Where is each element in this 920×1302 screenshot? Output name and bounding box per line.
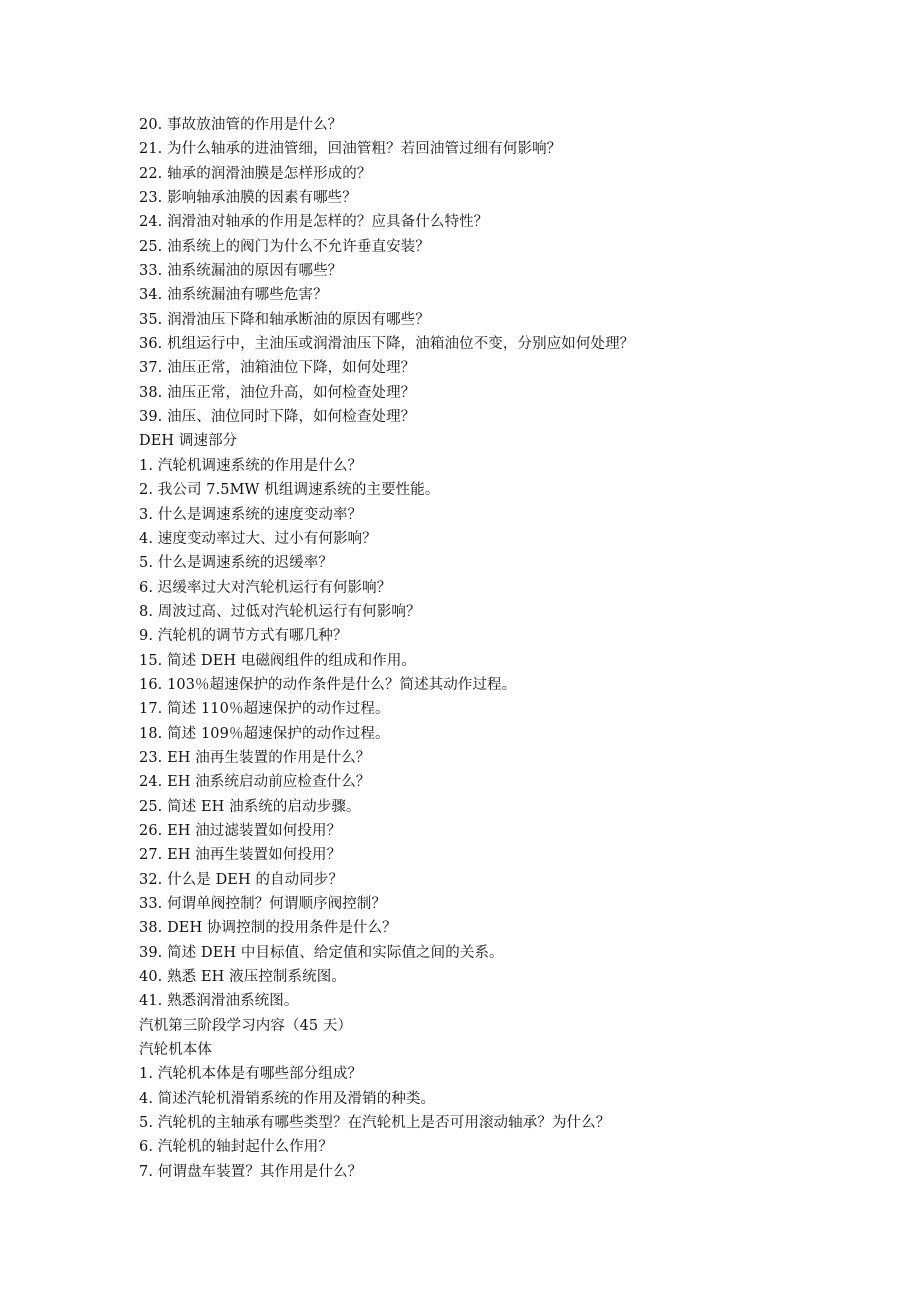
text-line: 33. 何谓单阀控制？何谓顺序阀控制？ xyxy=(139,896,387,912)
text-line: 17. 简述 110％超速保护的动作过程。 xyxy=(139,701,390,718)
text-line: 23. EH 油再生装置的作用是什么？ xyxy=(139,749,371,766)
text-line: 7. 何谓盘车装置？其作用是什么？ xyxy=(139,1163,363,1180)
text-line: 24. EH 油系统启动前应检查什么？ xyxy=(139,774,371,791)
document-text-body xyxy=(139,113,839,1184)
text-line: 24. 润滑油对轴承的作用是怎样的？应具备什么特性？ xyxy=(139,214,489,231)
text-line: 27. EH 油再生装置如何投用？ xyxy=(139,847,342,864)
text-line: 39. 油压、油位同时下降，如何检查处理？ xyxy=(139,409,416,426)
text-line: 41. 熟悉润滑油系统图。 xyxy=(139,993,299,1010)
text-line: 1. 汽轮机调速系统的作用是什么？ xyxy=(139,457,363,474)
text-line: 1. 汽轮机本体是有哪些部分组成？ xyxy=(139,1066,363,1083)
text-line: 5. 什么是调速系统的迟缓率？ xyxy=(139,555,333,572)
text-line: 39. 简述 DEH 中目标值、给定值和实际值之间的关系。 xyxy=(139,944,504,961)
text-line: 37. 油压正常，油箱油位下降，如何处理？ xyxy=(139,360,416,377)
section-heading: 汽机第三阶段学习内容（45 天） xyxy=(139,1017,353,1034)
text-line: 38. DEH 协调控制的投用条件是什么？ xyxy=(139,920,397,937)
text-line: 21. 为什么轴承的进油管细，回油管粗？若回油管过细有何影响？ xyxy=(139,141,562,158)
text-line: 32. 什么是 DEH 的自动同步？ xyxy=(139,871,344,888)
text-line: 25. 简述 EH 油系统的启动步骤。 xyxy=(139,798,361,815)
text-line: 6. 汽轮机的轴封起什么作用？ xyxy=(139,1139,333,1156)
text-line: 23. 影响轴承油膜的因素有哪些？ xyxy=(139,190,357,207)
text-line: 18. 简述 109％超速保护的动作过程。 xyxy=(139,725,390,742)
section-heading: DEH 调速部分 xyxy=(139,433,238,450)
text-line: 22. 轴承的润滑油膜是怎样形成的？ xyxy=(139,165,372,182)
text-line: 4. 简述汽轮机滑销系统的作用及滑销的种类。 xyxy=(139,1090,436,1107)
text-line: 34. 油系统漏油有哪些危害？ xyxy=(139,287,328,304)
text-line: 36. 机组运行中，主油压或润滑油压下降，油箱油位不变，分别应如何处理？ xyxy=(139,336,635,353)
text-line: 38. 油压正常，油位升高，如何检查处理？ xyxy=(139,384,416,401)
text-line: 33. 油系统漏油的原因有哪些？ xyxy=(139,263,343,280)
text-line: 26. EH 油过滤装置如何投用？ xyxy=(139,822,342,839)
text-line: 5. 汽轮机的主轴承有哪些类型？在汽轮机上是否可用滚动轴承？为什么？ xyxy=(139,1115,611,1132)
text-line: 25. 油系统上的阀门为什么不允许垂直安装？ xyxy=(139,238,430,255)
text-line: 16. 103％超速保护的动作条件是什么？简述其动作过程。 xyxy=(139,676,517,693)
text-line: 2. 我公司 7.5MW 机组调速系统的主要性能。 xyxy=(139,482,440,499)
text-line: 40. 熟悉 EH 液压控制系统图。 xyxy=(139,969,346,986)
text-line: 4. 速度变动率过大、过小有何影响？ xyxy=(139,530,377,547)
text-line: 6. 迟缓率过大对汽轮机运行有何影响？ xyxy=(139,579,392,596)
section-heading: 汽轮机本体 xyxy=(139,1042,212,1059)
text-line: 9. 汽轮机的调节方式有哪几种？ xyxy=(139,628,348,645)
text-line: 3. 什么是调速系统的速度变动率？ xyxy=(139,506,363,523)
text-line: 35. 润滑油压下降和轴承断油的原因有哪些？ xyxy=(139,311,430,328)
text-line: 15. 简述 DEH 电磁阀组件的组成和作用。 xyxy=(139,652,417,669)
text-line: 8. 周波过高、过低对汽轮机运行有何影响？ xyxy=(139,603,421,620)
text-line: 20. 事故放油管的作用是什么？ xyxy=(139,117,343,133)
